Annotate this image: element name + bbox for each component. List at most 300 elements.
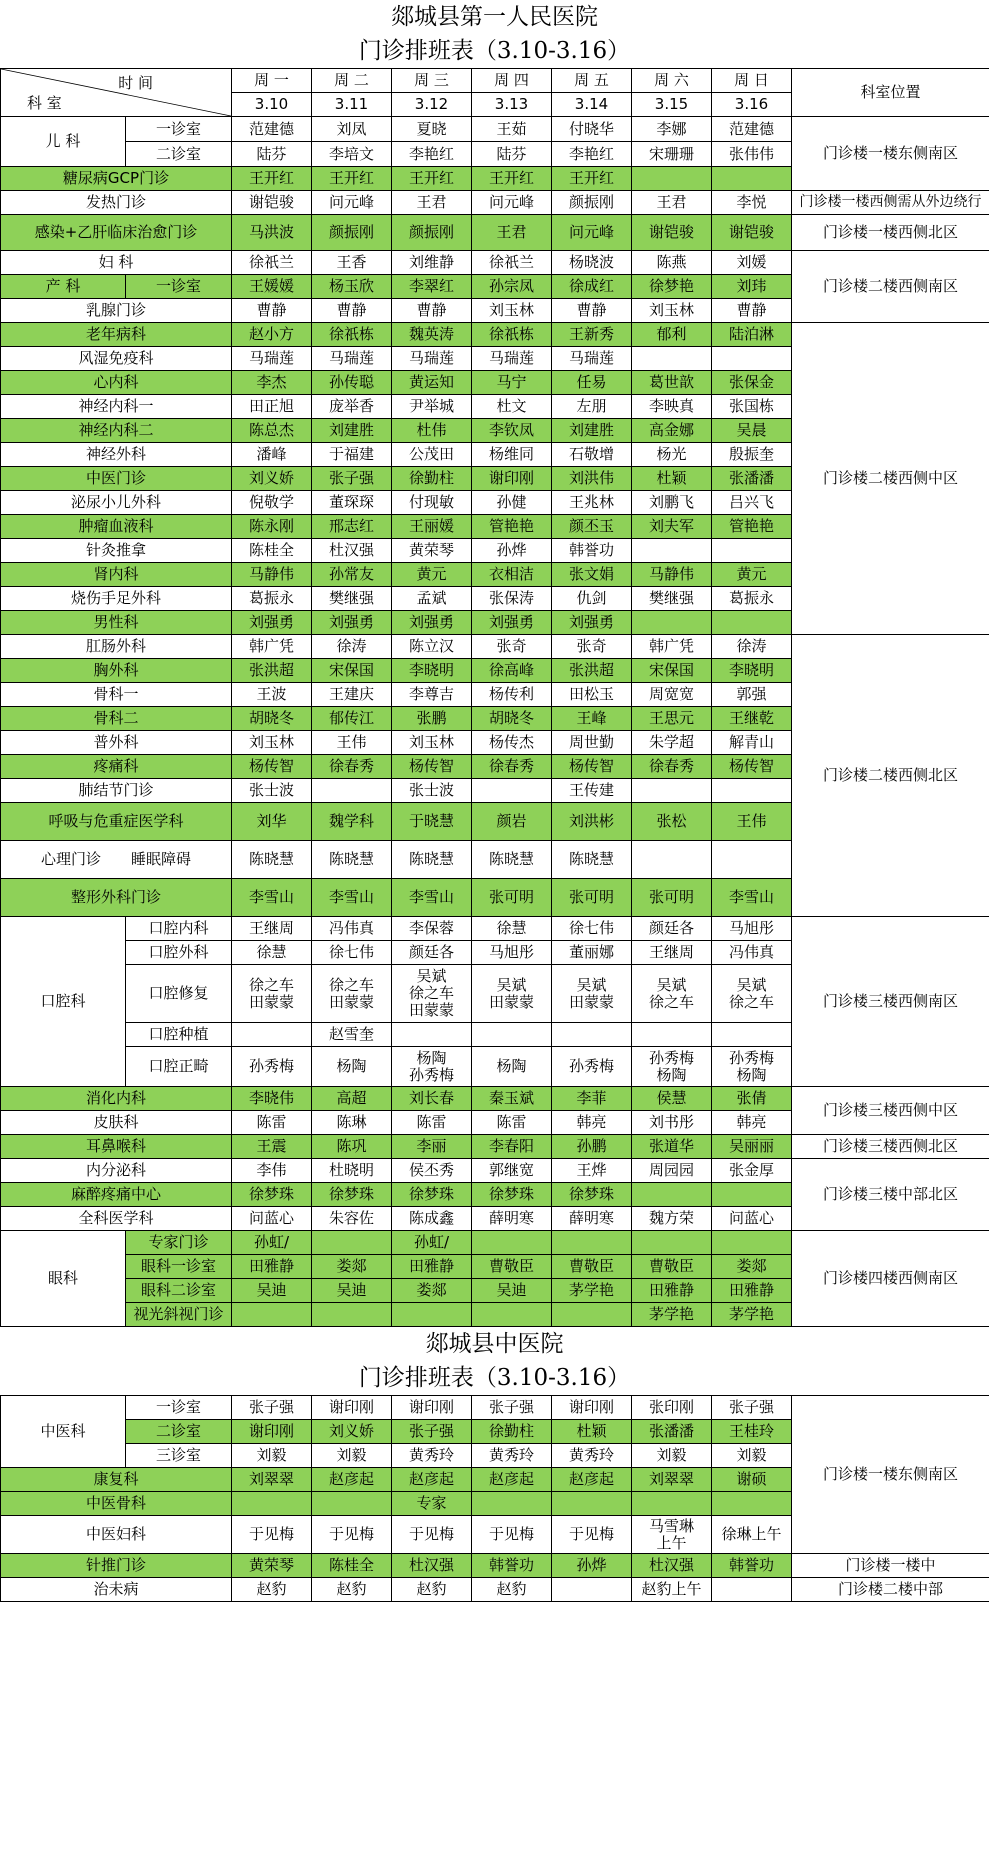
- department-name: 针推门诊: [1, 1554, 232, 1578]
- doctor-cell: 李春阳: [472, 1135, 552, 1159]
- doctor-cell: 陈雷: [392, 1111, 472, 1135]
- doctor-cell: 马瑞莲: [552, 347, 632, 371]
- doctor-cell: [632, 611, 712, 635]
- doctor-cell: 陈立汉: [392, 635, 472, 659]
- weekday-header: 周 六: [632, 69, 712, 93]
- doctor-cell: 任易: [552, 371, 632, 395]
- doctor-cell: 赵豹: [232, 1578, 312, 1602]
- header-row-weekdays: [1, 69, 989, 93]
- doctor-cell: 王思元: [632, 707, 712, 731]
- doctor-cell: 王兆林: [552, 491, 632, 515]
- doctor-cell: 刘玉林: [232, 731, 312, 755]
- doctor-cell: 于见梅: [552, 1516, 632, 1554]
- doctor-cell: 刘洪彬: [552, 803, 632, 841]
- doctor-cell: 张奇: [472, 635, 552, 659]
- doctor-cell: 王香: [312, 251, 392, 275]
- doctor-cell: 吴斌 徐之车 田蒙蒙: [392, 965, 472, 1023]
- doctor-cell: [232, 1492, 312, 1516]
- doctor-cell: 张潘潘: [632, 1420, 712, 1444]
- doctor-cell: 曹静: [712, 299, 792, 323]
- doctor-cell: 刘毅: [312, 1444, 392, 1468]
- doctor-cell: 杨玉欣: [312, 275, 392, 299]
- doctor-cell: 田松玉: [552, 683, 632, 707]
- department-name: 皮肤科: [1, 1111, 232, 1135]
- doctor-cell: 管艳艳: [712, 515, 792, 539]
- doctor-cell: 张潘潘: [712, 467, 792, 491]
- doctor-cell: 徐勤柱: [472, 1420, 552, 1444]
- date-header: 3.15: [632, 93, 712, 117]
- clinic-room: 二诊室: [126, 1420, 232, 1444]
- department-name: 感染+乙肝临床治愈门诊: [1, 215, 232, 251]
- doctor-cell: 谢印刚: [472, 467, 552, 491]
- doctor-cell: 郭继宽: [472, 1159, 552, 1183]
- location-cell: 门诊楼一楼中: [792, 1554, 989, 1578]
- doctor-cell: 赵豹: [472, 1578, 552, 1602]
- doctor-cell: 徐高峰: [472, 659, 552, 683]
- clinic-room: 专家门诊: [126, 1231, 232, 1255]
- doctor-cell: 马瑞莲: [392, 347, 472, 371]
- doctor-cell: 问元峰: [472, 191, 552, 215]
- doctor-cell: 杨维同: [472, 443, 552, 467]
- doctor-cell: 杨传智: [712, 755, 792, 779]
- doctor-cell: 娄郯: [392, 1279, 472, 1303]
- doctor-cell: 刘义娇: [232, 467, 312, 491]
- doctor-cell: 曹敬臣: [472, 1255, 552, 1279]
- doctor-cell: 茅学艳: [632, 1303, 712, 1327]
- doctor-cell: 张松: [632, 803, 712, 841]
- date-header: 3.16: [712, 93, 792, 117]
- doctor-cell: 李艳红: [392, 142, 472, 167]
- doctor-cell: 潘峰: [232, 443, 312, 467]
- doctor-cell: 董丽娜: [552, 941, 632, 965]
- doctor-cell: 徐涛: [312, 635, 392, 659]
- table-row: [1, 251, 989, 275]
- schedule-table-1: [0, 68, 989, 1327]
- doctor-cell: 韩誉功: [472, 1554, 552, 1578]
- clinic-room: 三诊室: [126, 1444, 232, 1468]
- department-name: 神经内科一: [1, 395, 232, 419]
- doctor-cell: 黄荣琴: [392, 539, 472, 563]
- department-name: 中医科: [1, 1396, 126, 1468]
- doctor-cell: [472, 1023, 552, 1047]
- department-name: 男性科: [1, 611, 232, 635]
- department-name: 妇 科: [1, 251, 232, 275]
- doctor-cell: 茅学艳: [552, 1279, 632, 1303]
- weekday-header: 周 二: [312, 69, 392, 93]
- doctor-cell: 于福建: [312, 443, 392, 467]
- location-cell: 门诊楼三楼中部北区: [792, 1159, 989, 1231]
- doctor-cell: 王伟: [712, 803, 792, 841]
- doctor-cell: 马瑞莲: [232, 347, 312, 371]
- doctor-cell: 王伟: [312, 731, 392, 755]
- doctor-cell: 杨光: [632, 443, 712, 467]
- doctor-cell: 孙秀梅 杨陶: [712, 1047, 792, 1087]
- doctor-cell: 黄运知: [392, 371, 472, 395]
- doctor-cell: [712, 1023, 792, 1047]
- doctor-cell: 王茹: [472, 117, 552, 142]
- date-header: 3.14: [552, 93, 632, 117]
- doctor-cell: 葛振永: [232, 587, 312, 611]
- doctor-cell: 郭强: [712, 683, 792, 707]
- doctor-cell: 问元峰: [552, 215, 632, 251]
- doctor-cell: 赵彦起: [312, 1468, 392, 1492]
- doctor-cell: 刘强勇: [472, 611, 552, 635]
- doctor-cell: 张保涛: [472, 587, 552, 611]
- table-row: [1, 635, 989, 659]
- department-name: 肾内科: [1, 563, 232, 587]
- clinic-room: 眼科二诊室: [126, 1279, 232, 1303]
- doctor-cell: 李杰: [232, 371, 312, 395]
- department-name: 产 科: [1, 275, 126, 299]
- clinic-room: 一诊室: [126, 117, 232, 142]
- doctor-cell: 刘玉林: [392, 731, 472, 755]
- doctor-cell: 刘义娇: [312, 1420, 392, 1444]
- department-name: 中医门诊: [1, 467, 232, 491]
- doctor-cell: 田雅静: [392, 1255, 472, 1279]
- doctor-cell: 刘毅: [632, 1444, 712, 1468]
- doctor-cell: 王传建: [552, 779, 632, 803]
- doctor-cell: [312, 779, 392, 803]
- doctor-cell: 韩亮: [552, 1111, 632, 1135]
- doctor-cell: 陈晓慧: [392, 841, 472, 879]
- department-name: 普外科: [1, 731, 232, 755]
- doctor-cell: [712, 611, 792, 635]
- doctor-cell: 刘翠翠: [632, 1468, 712, 1492]
- doctor-cell: [712, 347, 792, 371]
- weekday-header: 周 一: [232, 69, 312, 93]
- clinic-room: 二诊室: [126, 142, 232, 167]
- doctor-cell: 李钦凤: [472, 419, 552, 443]
- doctor-cell: 王继周: [632, 941, 712, 965]
- doctor-cell: 赵豹上午: [632, 1578, 712, 1602]
- doctor-cell: 李雪山: [232, 879, 312, 917]
- doctor-cell: 陈晓慧: [232, 841, 312, 879]
- doctor-cell: 张士波: [232, 779, 312, 803]
- department-name: 治未病: [1, 1578, 232, 1602]
- doctor-cell: 吴斌 徐之车: [632, 965, 712, 1023]
- doctor-cell: 孙虹/: [232, 1231, 312, 1255]
- doctor-cell: 秦玉斌: [472, 1087, 552, 1111]
- doctor-cell: 刘凤: [312, 117, 392, 142]
- doctor-cell: [232, 1303, 312, 1327]
- doctor-cell: 宋保国: [312, 659, 392, 683]
- doctor-cell: 刘翠翠: [232, 1468, 312, 1492]
- doctor-cell: 刘维静: [392, 251, 472, 275]
- doctor-cell: 张可明: [472, 879, 552, 917]
- doctor-cell: 于见梅: [312, 1516, 392, 1554]
- doctor-cell: 孙传聪: [312, 371, 392, 395]
- department-name: 风湿免疫科: [1, 347, 232, 371]
- doctor-cell: 张文娟: [552, 563, 632, 587]
- table-row: [1, 1087, 989, 1111]
- weekday-header: 周 五: [552, 69, 632, 93]
- doctor-cell: 吴丽丽: [712, 1135, 792, 1159]
- department-name: 消化内科: [1, 1087, 232, 1111]
- doctor-cell: [392, 1303, 472, 1327]
- doctor-cell: 张子强: [312, 467, 392, 491]
- department-name: 肛肠外科: [1, 635, 232, 659]
- department-name: 呼吸与危重症医学科: [1, 803, 232, 841]
- department-name: 口腔科: [1, 917, 126, 1087]
- doctor-cell: 韩广凭: [232, 635, 312, 659]
- doctor-cell: [552, 1303, 632, 1327]
- doctor-cell: 杨传智: [232, 755, 312, 779]
- doctor-cell: 刘建胜: [552, 419, 632, 443]
- doctor-cell: 徐春秀: [632, 755, 712, 779]
- doctor-cell: 付晓华: [552, 117, 632, 142]
- doctor-cell: 吴迪: [312, 1279, 392, 1303]
- location-cell: 门诊楼二楼西侧中区: [792, 323, 989, 635]
- doctor-cell: 陈晓慧: [472, 841, 552, 879]
- doctor-cell: 张洪超: [552, 659, 632, 683]
- doctor-cell: 谢印刚: [312, 1396, 392, 1420]
- doctor-cell: 刘媛: [712, 251, 792, 275]
- doctor-cell: 问蓝心: [232, 1207, 312, 1231]
- doctor-cell: 徐梦珠: [232, 1183, 312, 1207]
- doctor-cell: 谢印刚: [232, 1420, 312, 1444]
- doctor-cell: 马瑞莲: [472, 347, 552, 371]
- doctor-cell: 张子强: [712, 1396, 792, 1420]
- doctor-cell: 张金厚: [712, 1159, 792, 1183]
- doctor-cell: 刘玮: [712, 275, 792, 299]
- schedule-table-2: [0, 1395, 989, 1602]
- doctor-cell: [712, 841, 792, 879]
- hospital-name: 郯城县第一人民医院: [391, 4, 598, 30]
- doctor-cell: 李映真: [632, 395, 712, 419]
- doctor-cell: 张洪超: [232, 659, 312, 683]
- clinic-room: 一诊室: [126, 275, 232, 299]
- doctor-cell: 李雪山: [312, 879, 392, 917]
- doctor-cell: 张子强: [392, 1420, 472, 1444]
- doctor-cell: 董琛琛: [312, 491, 392, 515]
- doctor-cell: 刘书彤: [632, 1111, 712, 1135]
- doctor-cell: 王开红: [392, 167, 472, 191]
- doctor-cell: 徐梦珠: [312, 1183, 392, 1207]
- hospital-name-2: 郯城县中医院: [425, 1331, 564, 1357]
- doctor-cell: 徐梦珠: [392, 1183, 472, 1207]
- clinic-room: 口腔外科: [126, 941, 232, 965]
- weekday-header: 周 日: [712, 69, 792, 93]
- doctor-cell: 庞举香: [312, 395, 392, 419]
- date-header: 3.13: [472, 93, 552, 117]
- table-row: [1, 1159, 989, 1183]
- doctor-cell: 吴迪: [472, 1279, 552, 1303]
- doctor-cell: 田雅静: [712, 1279, 792, 1303]
- doctor-cell: 吴晨: [712, 419, 792, 443]
- doctor-cell: 陈巩: [312, 1135, 392, 1159]
- doctor-cell: 王开红: [472, 167, 552, 191]
- doctor-cell: 孙秀梅: [552, 1047, 632, 1087]
- weekday-header: 周 三: [392, 69, 472, 93]
- doctor-cell: 邢志红: [312, 515, 392, 539]
- doctor-cell: 解青山: [712, 731, 792, 755]
- doctor-cell: [632, 1231, 712, 1255]
- doctor-cell: 王君: [392, 191, 472, 215]
- doctor-cell: 赵彦起: [472, 1468, 552, 1492]
- doctor-cell: 王震: [232, 1135, 312, 1159]
- doctor-cell: 刘毅: [232, 1444, 312, 1468]
- table-row: [1, 1231, 989, 1255]
- doctor-cell: 谢铠骏: [712, 215, 792, 251]
- doctor-cell: 杜伟: [392, 419, 472, 443]
- doctor-cell: 陈桂全: [312, 1554, 392, 1578]
- doctor-cell: 冯伟真: [312, 917, 392, 941]
- doctor-cell: 赵雪奎: [312, 1023, 392, 1047]
- doctor-cell: 樊继强: [632, 587, 712, 611]
- doctor-cell: [632, 539, 712, 563]
- doctor-cell: 李雪山: [392, 879, 472, 917]
- doctor-cell: 颜振刚: [392, 215, 472, 251]
- doctor-cell: 陈晓慧: [312, 841, 392, 879]
- doctor-cell: 赵豹: [392, 1578, 472, 1602]
- doctor-cell: 徐勤柱: [392, 467, 472, 491]
- doctor-cell: 王建庆: [312, 683, 392, 707]
- doctor-cell: 王开红: [552, 167, 632, 191]
- doctor-cell: 李娜: [632, 117, 712, 142]
- doctor-cell: 韩誉功: [712, 1554, 792, 1578]
- doctor-cell: [472, 1231, 552, 1255]
- doctor-cell: [472, 1492, 552, 1516]
- doctor-cell: 颜廷各: [632, 917, 712, 941]
- department-name: 发热门诊: [1, 191, 232, 215]
- doctor-cell: 曹静: [392, 299, 472, 323]
- doctor-cell: 刘夫军: [632, 515, 712, 539]
- doctor-cell: 李尊吉: [392, 683, 472, 707]
- doctor-cell: 徐春秀: [472, 755, 552, 779]
- doctor-cell: 胡晓冬: [472, 707, 552, 731]
- doctor-cell: 吴迪: [232, 1279, 312, 1303]
- doctor-cell: 颜丕玉: [552, 515, 632, 539]
- doctor-cell: 谢印刚: [552, 1396, 632, 1420]
- doctor-cell: [632, 1023, 712, 1047]
- dept-label: 科 室: [27, 94, 62, 112]
- time-label: 时 间: [118, 74, 153, 92]
- doctor-cell: 高金娜: [632, 419, 712, 443]
- doctor-cell: 田雅静: [632, 1279, 712, 1303]
- doctor-cell: 田正旭: [232, 395, 312, 419]
- doctor-cell: 薛明寒: [552, 1207, 632, 1231]
- doctor-cell: 张国栋: [712, 395, 792, 419]
- doctor-cell: 张印刚: [632, 1396, 712, 1420]
- department-name: 中医妇科: [1, 1516, 232, 1554]
- doctor-cell: 刘鹏飞: [632, 491, 712, 515]
- doctor-cell: 张倩: [712, 1087, 792, 1111]
- doctor-cell: [392, 1023, 472, 1047]
- doctor-cell: 杨晓波: [552, 251, 632, 275]
- doctor-cell: 朱容佐: [312, 1207, 392, 1231]
- doctor-cell: 孟斌: [392, 587, 472, 611]
- doctor-cell: 韩亮: [712, 1111, 792, 1135]
- doctor-cell: 杜颖: [632, 467, 712, 491]
- doctor-cell: 徐慧: [472, 917, 552, 941]
- doctor-cell: 黄荣琴: [232, 1554, 312, 1578]
- doctor-cell: 李丽: [392, 1135, 472, 1159]
- doctor-cell: 张鹏: [392, 707, 472, 731]
- doctor-cell: 葛振永: [712, 587, 792, 611]
- doctor-cell: 陈雷: [472, 1111, 552, 1135]
- location-cell: 门诊楼一楼西侧需从外边绕行: [792, 191, 989, 215]
- location-cell: 门诊楼一楼东侧南区: [792, 1396, 989, 1554]
- doctor-cell: 徐梦艳: [632, 275, 712, 299]
- doctor-cell: 马瑞莲: [312, 347, 392, 371]
- doctor-cell: 马静伟: [632, 563, 712, 587]
- doctor-cell: 宋保国: [632, 659, 712, 683]
- doctor-cell: 孙虹/: [392, 1231, 472, 1255]
- doctor-cell: 吴斌 田蒙蒙: [552, 965, 632, 1023]
- doctor-cell: 王开红: [312, 167, 392, 191]
- doctor-cell: 郁利: [632, 323, 712, 347]
- department-name: 骨科一: [1, 683, 232, 707]
- department-name: 肿瘤血液科: [1, 515, 232, 539]
- doctor-cell: 孙秀梅 杨陶: [632, 1047, 712, 1087]
- department-name: 心理门诊 睡眠障碍: [1, 841, 232, 879]
- doctor-cell: [552, 1578, 632, 1602]
- doctor-cell: 李保蓉: [392, 917, 472, 941]
- department-name: 乳腺门诊: [1, 299, 232, 323]
- doctor-cell: 石敬增: [552, 443, 632, 467]
- doctor-cell: 徐祇栋: [312, 323, 392, 347]
- clinic-room: 口腔正畸: [126, 1047, 232, 1087]
- doctor-cell: 管艳艳: [472, 515, 552, 539]
- doctor-cell: 杨传智: [552, 755, 632, 779]
- date-header: 3.11: [312, 93, 392, 117]
- doctor-cell: [632, 347, 712, 371]
- doctor-cell: 李培文: [312, 142, 392, 167]
- doctor-cell: [712, 779, 792, 803]
- doctor-cell: [632, 779, 712, 803]
- doctor-cell: 魏英涛: [392, 323, 472, 347]
- doctor-cell: 黄秀玲: [392, 1444, 472, 1468]
- doctor-cell: 樊继强: [312, 587, 392, 611]
- doctor-cell: 杜汉强: [312, 539, 392, 563]
- doctor-cell: 范建德: [232, 117, 312, 142]
- doctor-cell: 李翠红: [392, 275, 472, 299]
- doctor-cell: 谢硕: [712, 1468, 792, 1492]
- doctor-cell: 刘强勇: [312, 611, 392, 635]
- doctor-cell: 郁传江: [312, 707, 392, 731]
- doctor-cell: 张道华: [632, 1135, 712, 1159]
- doctor-cell: 张可明: [632, 879, 712, 917]
- doctor-cell: [632, 1492, 712, 1516]
- doctor-cell: 张保金: [712, 371, 792, 395]
- department-name: 神经内科二: [1, 419, 232, 443]
- schedule-subtitle-2: 门诊排班表（3.10-3.16）: [358, 1365, 631, 1391]
- doctor-cell: 孙烨: [552, 1554, 632, 1578]
- doctor-cell: 徐成红: [552, 275, 632, 299]
- doctor-cell: 韩誉功: [552, 539, 632, 563]
- doctor-cell: 赵彦起: [552, 1468, 632, 1492]
- doctor-cell: 陈雷: [232, 1111, 312, 1135]
- doctor-cell: 王君: [632, 191, 712, 215]
- department-name: 神经外科: [1, 443, 232, 467]
- doctor-cell: 于见梅: [232, 1516, 312, 1554]
- doctor-cell: 杨陶 孙秀梅: [392, 1047, 472, 1087]
- schedule-subtitle: 门诊排班表（3.10-3.16）: [358, 38, 631, 64]
- doctor-cell: 徐七伟: [552, 917, 632, 941]
- department-name: 老年病科: [1, 323, 232, 347]
- doctor-cell: 朱学超: [632, 731, 712, 755]
- department-name: 整形外科门诊: [1, 879, 232, 917]
- doctor-cell: 周宽宽: [632, 683, 712, 707]
- doctor-cell: 杜文: [472, 395, 552, 419]
- doctor-cell: 刘华: [232, 803, 312, 841]
- doctor-cell: 倪敬学: [232, 491, 312, 515]
- doctor-cell: 曹静: [552, 299, 632, 323]
- clinic-room: 视光斜视门诊: [126, 1303, 232, 1327]
- clinic-room: 一诊室: [126, 1396, 232, 1420]
- doctor-cell: 王烨: [552, 1159, 632, 1183]
- doctor-cell: 李雪山: [712, 879, 792, 917]
